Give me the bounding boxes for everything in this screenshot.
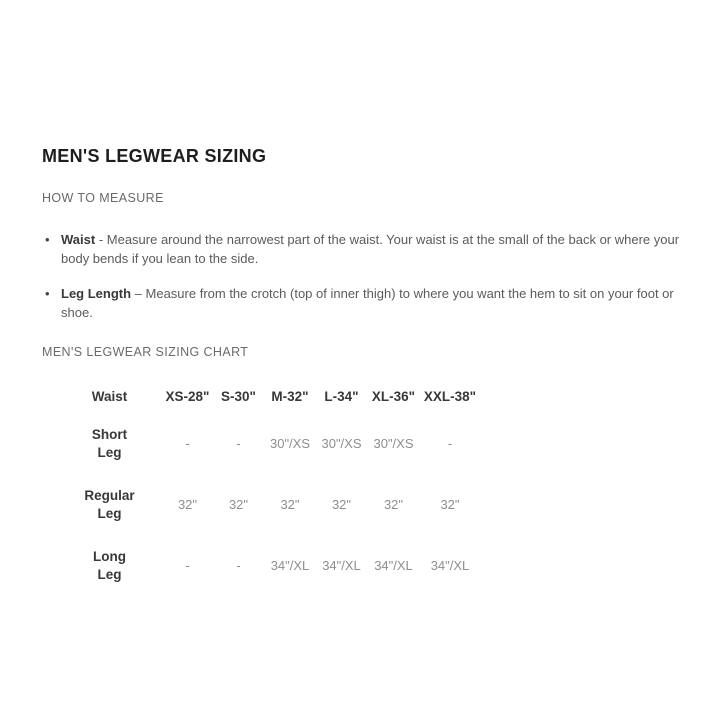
measure-bullet-leg-length — [42, 284, 682, 322]
table-cell: 32" — [177, 496, 198, 512]
row-label: Long Leg — [93, 548, 126, 582]
measure-bullet-waist — [42, 230, 682, 268]
table-cell: 32" — [440, 496, 460, 512]
row-label: Regular Leg — [84, 487, 135, 521]
row-label-cell — [57, 413, 162, 474]
bullet-text: Measure around the narrowest part of the waist. Your waist is at the small of the back or where your body bends if you lean to the side. — [61, 232, 680, 266]
sizing-chart-heading: MEN'S LEGWEAR SIZING CHART — [42, 345, 249, 359]
bullet-icon: • — [45, 232, 50, 247]
bullet-text: Measure from the crotch (top of inner thigh) to where you want the hem to sit on your foot or shoe. — [61, 286, 674, 320]
table-cell: 34"/XL — [322, 557, 361, 573]
table-cell: 34"/XL — [270, 557, 310, 573]
column-header-l: L-34" — [324, 389, 359, 404]
table-cell: - — [236, 435, 241, 451]
column-header-xs: XS-28" — [165, 389, 210, 404]
row-label: Short Leg — [91, 426, 128, 460]
table-cell: 34"/XL — [430, 557, 470, 573]
column-header-xxl: XXL-38" — [423, 389, 477, 404]
table-cell: 32" — [280, 496, 300, 512]
table-cell: - — [185, 435, 190, 451]
how-to-measure-heading: HOW TO MEASURE — [42, 191, 164, 205]
bullet-term: Leg Length — [61, 286, 132, 301]
table-header-row — [57, 381, 480, 413]
table-row-regular-leg — [57, 474, 480, 535]
row-label-cell — [57, 474, 162, 535]
table-cell: - — [447, 435, 453, 451]
bullet-separator: - — [95, 232, 107, 247]
column-header-xl: XL-36" — [371, 389, 416, 404]
table-cell: 30"/XS — [321, 435, 362, 451]
table-row-long-leg — [57, 535, 480, 596]
table-cell: 30"/XS — [373, 435, 414, 451]
column-header-m: M-32" — [271, 389, 309, 404]
table-cell: 34"/XL — [374, 557, 413, 573]
measure-instructions-list — [42, 230, 682, 322]
table-cell: - — [236, 557, 241, 573]
bullet-icon: • — [45, 286, 50, 301]
page-title: MEN'S LEGWEAR SIZING — [42, 146, 267, 166]
table-row-short-leg — [57, 413, 480, 474]
sizing-chart-table — [57, 381, 480, 596]
column-header-waist: Waist — [91, 389, 128, 404]
column-header-s: S-30" — [221, 389, 256, 404]
size-guide-page — [0, 146, 720, 720]
row-label-cell — [57, 535, 162, 596]
table-cell: 32" — [228, 496, 249, 512]
bullet-separator: – — [131, 286, 146, 301]
table-cell: - — [185, 557, 190, 573]
table-cell: 32" — [331, 496, 352, 512]
table-cell: 30"/XS — [269, 435, 311, 451]
bullet-term: Waist — [61, 232, 96, 247]
table-cell: 32" — [383, 496, 404, 512]
